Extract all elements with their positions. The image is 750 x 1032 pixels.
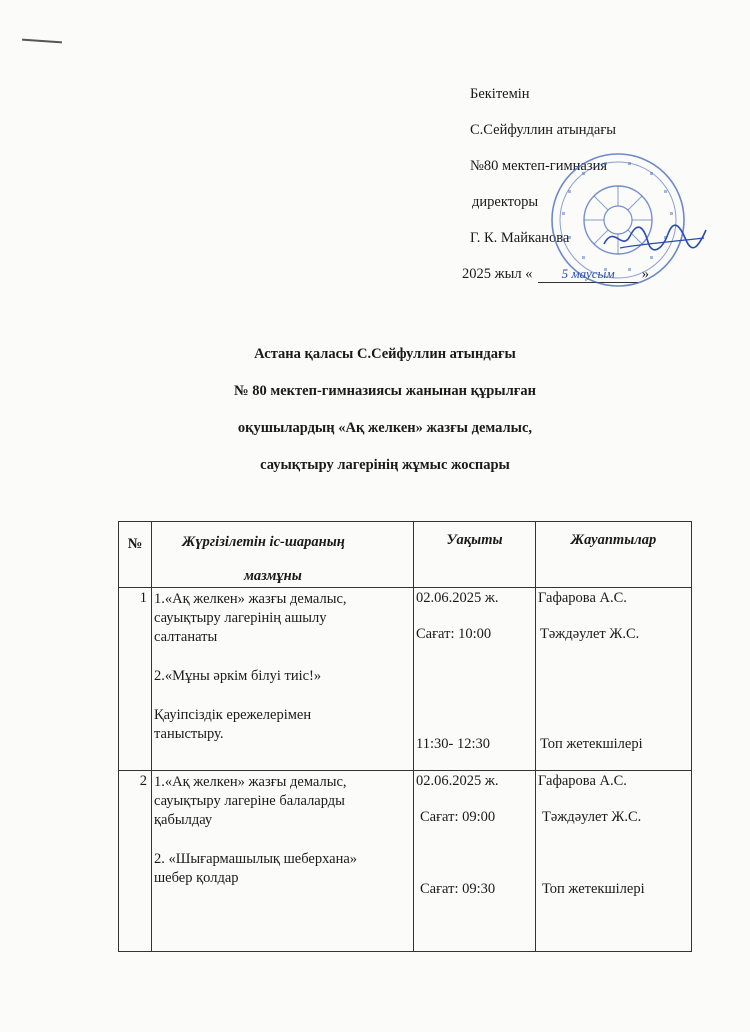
- plan-title-line-3: оқушылардың «Ақ желкен» жазғы демалыс,: [237, 420, 533, 436]
- header-content: Жүргізілетін іс-шараның мазмұны: [152, 522, 414, 588]
- plan-title-line-1: Астана қаласы С.Сейфуллин атындағы: [254, 346, 516, 362]
- approval-school-number: №80 мектеп-гимназия: [470, 158, 608, 174]
- row-time: 02.06.2025 ж. Сағат: 10:00 11:30- 12:30: [414, 588, 536, 771]
- approval-position: директоры: [472, 194, 539, 210]
- director-signature: [600, 218, 710, 258]
- header-responsible: Жауаптылар: [536, 522, 692, 588]
- pen-mark: [22, 39, 62, 44]
- table-row: [119, 588, 692, 771]
- approval-school-line: С.Сейфуллин атындағы: [470, 122, 617, 138]
- work-plan-table: [118, 521, 692, 952]
- approval-date-prefix: 2025 жыл «: [462, 266, 533, 282]
- header-time: Уақыты: [414, 522, 536, 588]
- plan-title-line-2: № 80 мектеп-гимназиясы жанынан құрылған: [234, 383, 536, 399]
- approval-heading: Бекітемін: [470, 86, 530, 102]
- table-row: [119, 771, 692, 952]
- header-number: №: [119, 522, 152, 588]
- row-responsible: Гафарова А.С. Тәждәулет Ж.С. Топ жетекшілері: [536, 771, 692, 952]
- row-content: 1.«Ақ желкен» жазғы демалыс, сауықтыру лагерінің ашылу салтанаты 2.«Мұны әркім білуі тиіс!» Қауіпсіздік ережелерімен таныстыру.: [152, 588, 414, 771]
- plan-title-line-4: сауықтыру лагерінің жұмыс жоспары: [260, 457, 510, 473]
- approval-date-handwritten: 5 маусым: [538, 266, 638, 283]
- row-responsible: Гафарова А.С. Тәждәулет Ж.С. Топ жетекшілері: [536, 588, 692, 771]
- approval-date-suffix: »: [641, 266, 649, 282]
- row-time: 02.06.2025 ж. Сағат: 09:00 Сағат: 09:30: [414, 771, 536, 952]
- row-number: 1: [119, 588, 152, 771]
- approval-director-name: Г. К. Майканова: [470, 230, 570, 246]
- table-header-row: [119, 522, 692, 588]
- row-content: 1.«Ақ желкен» жазғы демалыс, сауықтыру лагеріне балаларды қабылдау 2. «Шығармашылық шеберхана» шебер қолдар: [152, 771, 414, 952]
- row-number: 2: [119, 771, 152, 952]
